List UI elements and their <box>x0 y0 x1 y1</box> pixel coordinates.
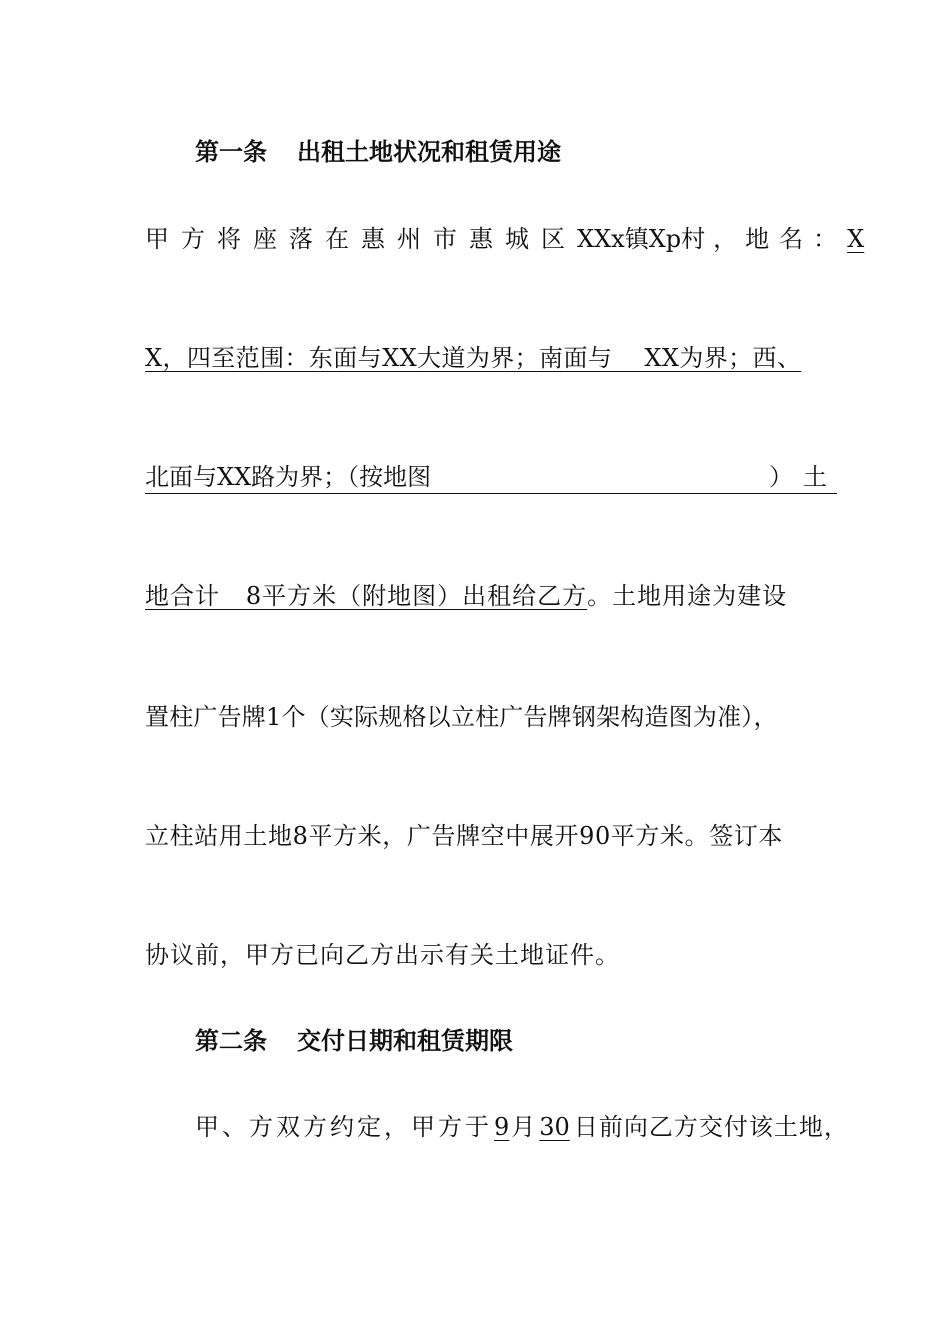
area-detail-text: 立柱站用土地8平方米，广告牌空中展开90平方米。签订本 <box>145 822 784 850</box>
place-label: 地名： <box>745 225 848 253</box>
section-2-heading <box>195 1026 513 1056</box>
location-prefix: 甲方将座落在惠州市惠城区 <box>145 225 577 253</box>
boundary-text: X，四至范围：东面与XX大道为界；南面与 XX为界；西、 <box>145 344 802 372</box>
delivery-day: 30 <box>539 1113 570 1141</box>
village-code: Xp <box>648 225 682 253</box>
section-2-number: 第二条 <box>195 1027 267 1055</box>
town-code: XXx <box>577 225 625 253</box>
para-1-line-1 <box>145 224 865 254</box>
month-unit: 月 <box>511 1113 536 1141</box>
billboard-text: 置柱广告牌1个（实际规格以立柱广告牌钢架构造图为准）， <box>145 703 778 731</box>
para-1-line-6 <box>145 821 837 851</box>
delivery-month: 9 <box>494 1113 510 1141</box>
village-suffix: 村， <box>681 225 746 253</box>
para-1-line-7 <box>145 940 837 970</box>
para-1-line-5 <box>145 702 837 732</box>
section-1-number: 第一条 <box>195 138 267 166</box>
section-2-title: 交付日期和租赁期限 <box>297 1027 513 1055</box>
usage-text: 。土地用途为建设 <box>587 582 788 610</box>
section-1-title: 出租土地状况和租赁用途 <box>297 138 561 166</box>
boundary-text-2: 北面与XX路为界；（按地图 <box>145 463 432 491</box>
delivery-text-a: 甲、方双方约定，甲方于 <box>195 1113 492 1141</box>
delivery-text-b: 日前向乙方交付该土地， <box>573 1113 849 1141</box>
certificate-text: 协议前，甲方已向乙方出示有关土地证件。 <box>145 941 620 969</box>
town-suffix: 镇 <box>624 225 649 253</box>
section-1-heading <box>195 137 561 167</box>
boundary-text-2-end: ）土 <box>769 463 837 491</box>
para-1-line-4 <box>145 581 837 611</box>
place-value: X <box>847 225 865 253</box>
area-text: 地合计 8平方米（附地图）出租给乙方 <box>145 582 588 610</box>
para-1-line-3 <box>145 462 837 494</box>
para-1-line-2 <box>145 343 837 373</box>
para-2-line-1 <box>195 1112 850 1142</box>
